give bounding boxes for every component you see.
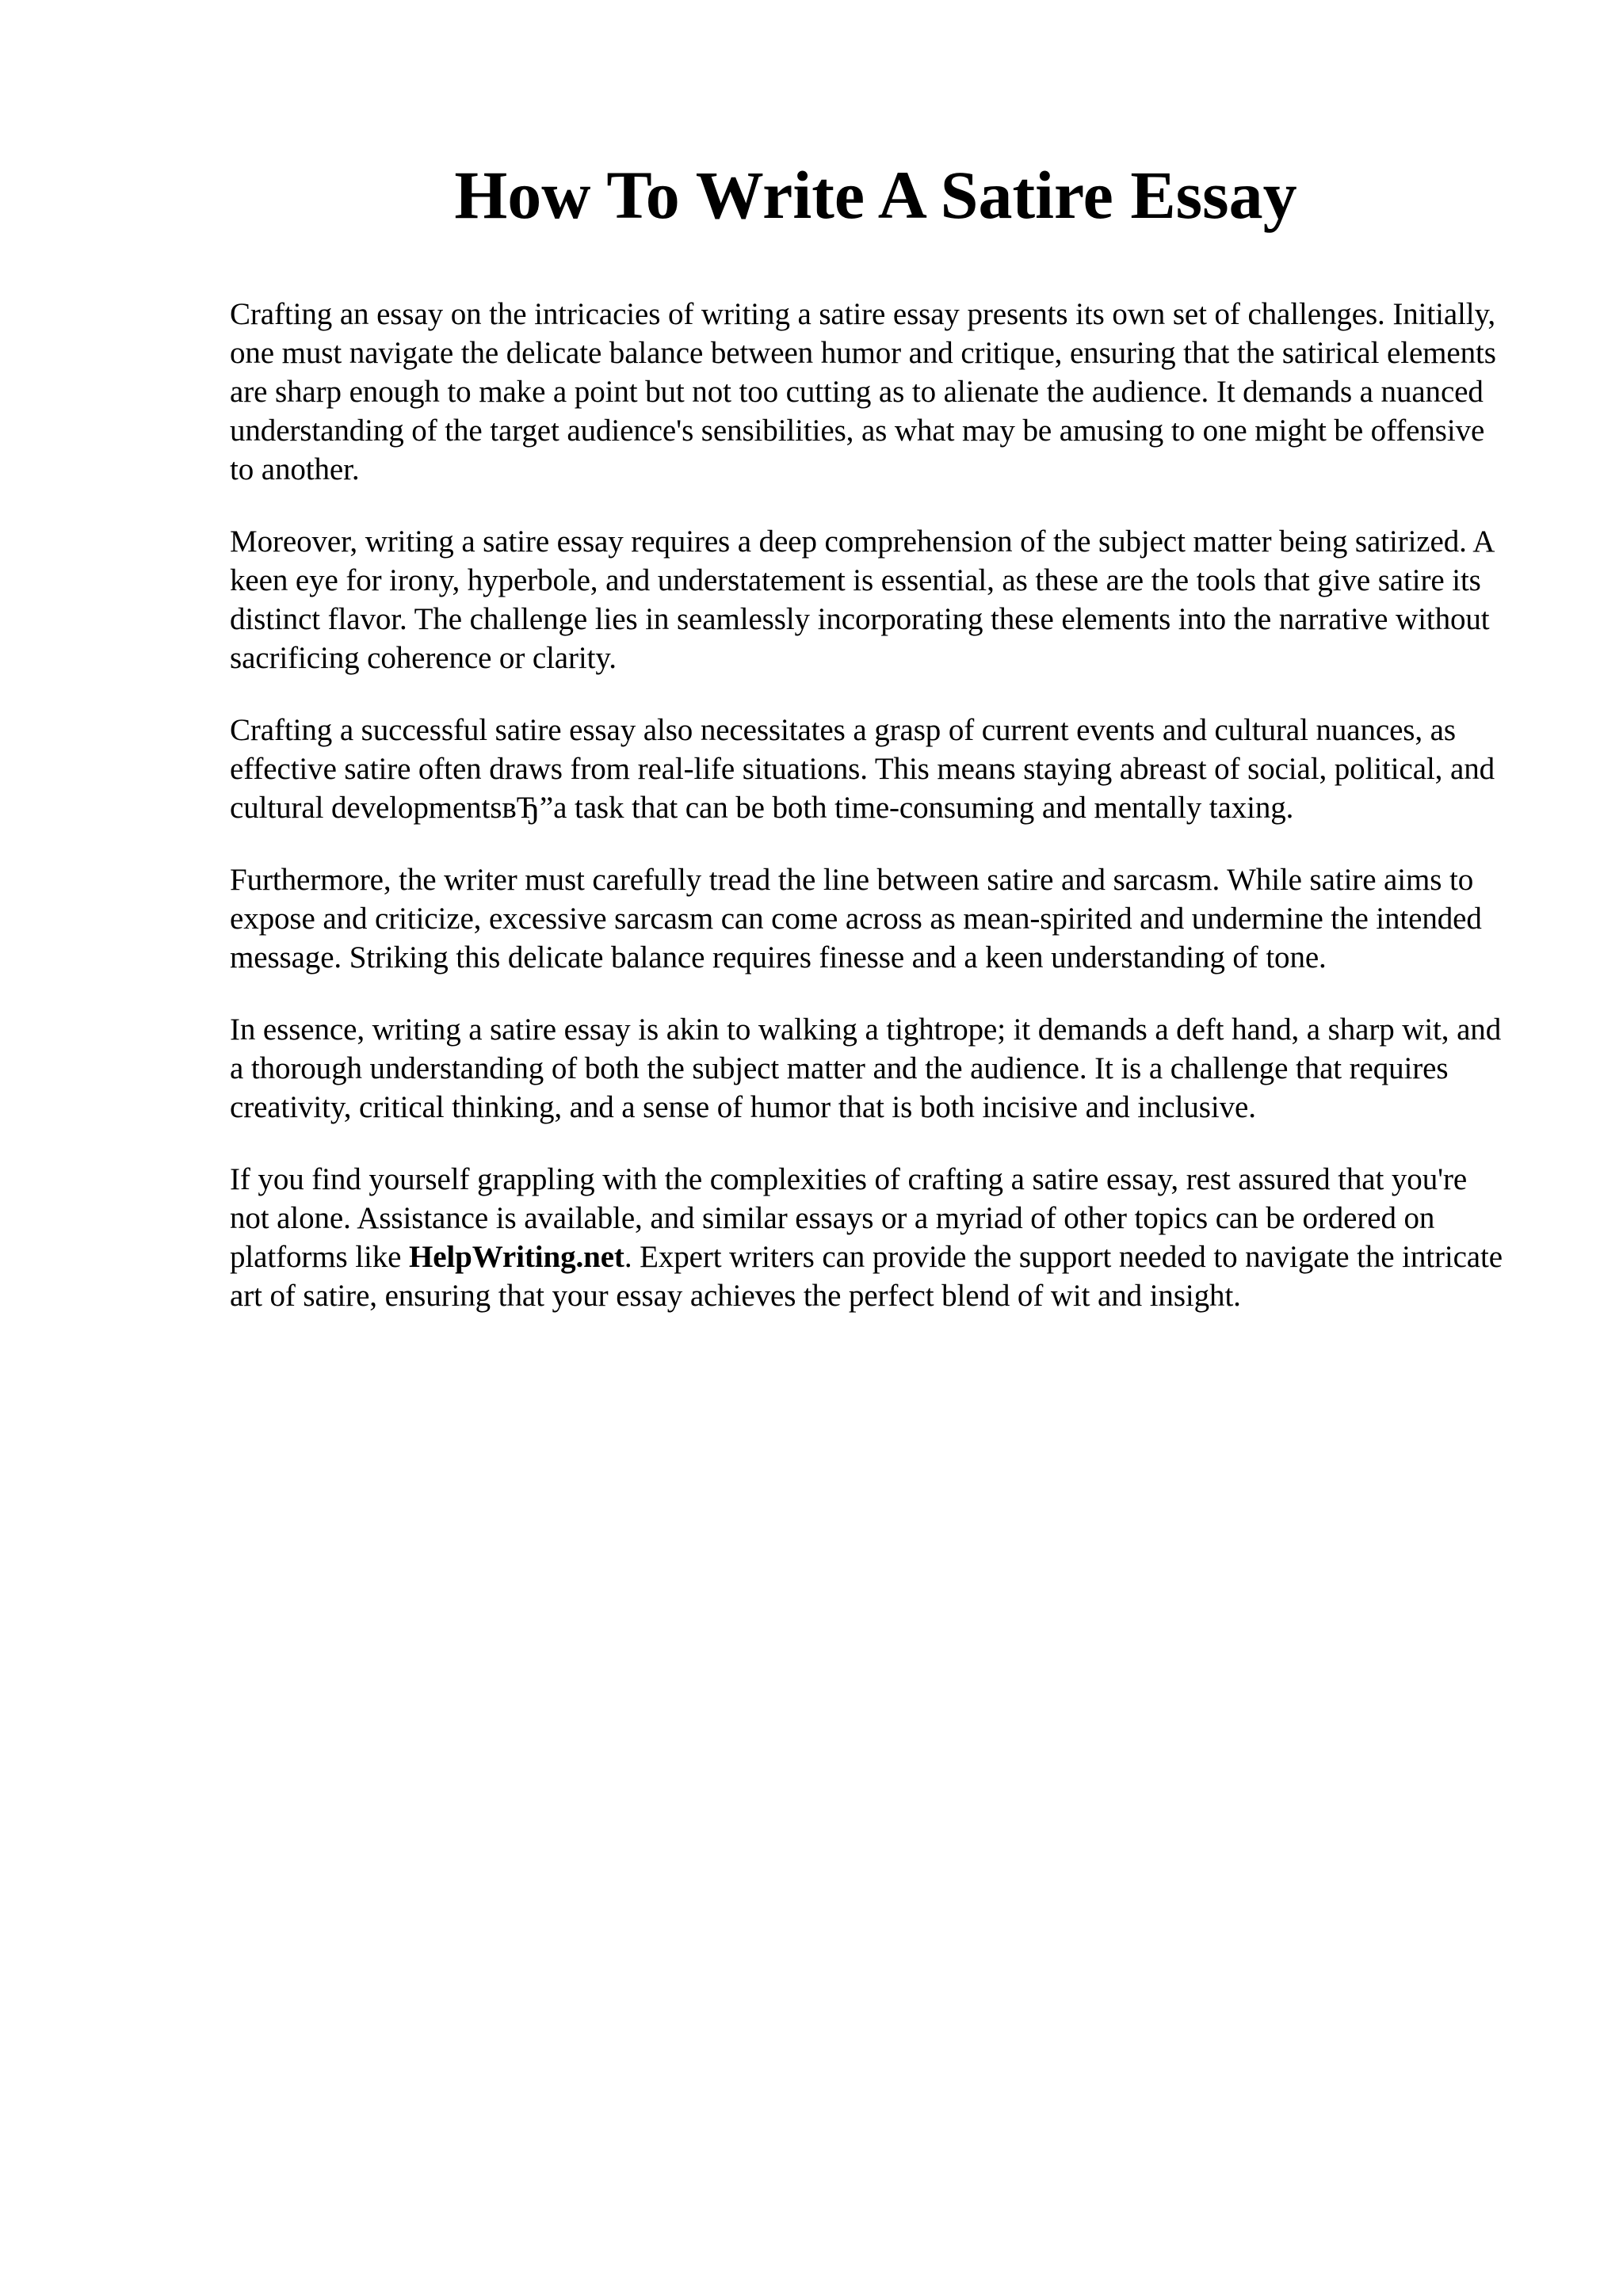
paragraph-4: Furthermore, the writer must carefully tread the line between satire and sarcasm. While satire aims to expose and criticize, excessive sarcasm can come across as mean-spirited and undermine the intended message. Striking this delicate balance requires finesse and a keen understanding of tone. — [230, 863, 1482, 974]
paragraph-2: Moreover, writing a satire essay requires a deep comprehension of the subject matter being satirized. A keen eye for irony, hyperbole, and understatement is essential, as these are the tools that give satire its distinct flavor. The challenge lies in seamlessly incorporating these elements into the narrative without sacrificing coherence or clarity. — [230, 524, 1494, 675]
document-body — [230, 295, 1514, 1348]
paragraph-5: In essence, writing a satire essay is akin to walking a tightrope; it demands a deft hand, a sharp wit, and a thorough understanding of both the subject matter and the audience. It is a challenge that requires creativity, critical thinking, and a sense of humor that is both incisive and inclusive. — [230, 1013, 1502, 1124]
paragraph-6-lead-text: If you find yourself grappling with the complexities of crafting a satire essay, rest assured that you're not alone. Assistance is available, and similar essays or a myriad of other topics can be ordered on platforms like — [230, 1162, 1468, 1274]
page-title: How To Write A Satire Essay — [454, 157, 1297, 233]
paragraph-3: Crafting a successful satire essay also necessitates a grasp of current events and cultural nuances, as effective satire often draws from real-life situations. This means staying abreast of social, political, and cultural developmentsвЂ”a task that can be both time-consuming and mentally taxing. — [230, 713, 1495, 825]
paragraph-6 — [230, 1160, 1514, 1315]
paragraph-6-tail-text: . Expert writers can provide the support needed to navigate the intricate art of satire, ensuring that your essay achieves the perfect blend of wit and insight. — [230, 1240, 1503, 1313]
paragraph-1: Crafting an essay on the intricacies of writing a satire essay presents its own set of challenges. Initially, one must navigate the delicate balance between humor and critique, ensuring that the satirical elements are sharp enough to make a point but not too cutting as to alienate the audience. It demands a nuanced understanding of the target audience's sensibilities, as what may be amusing to one might be offensive to another. — [230, 297, 1496, 486]
helpwriting-link[interactable]: HelpWriting.net — [408, 1240, 624, 1274]
